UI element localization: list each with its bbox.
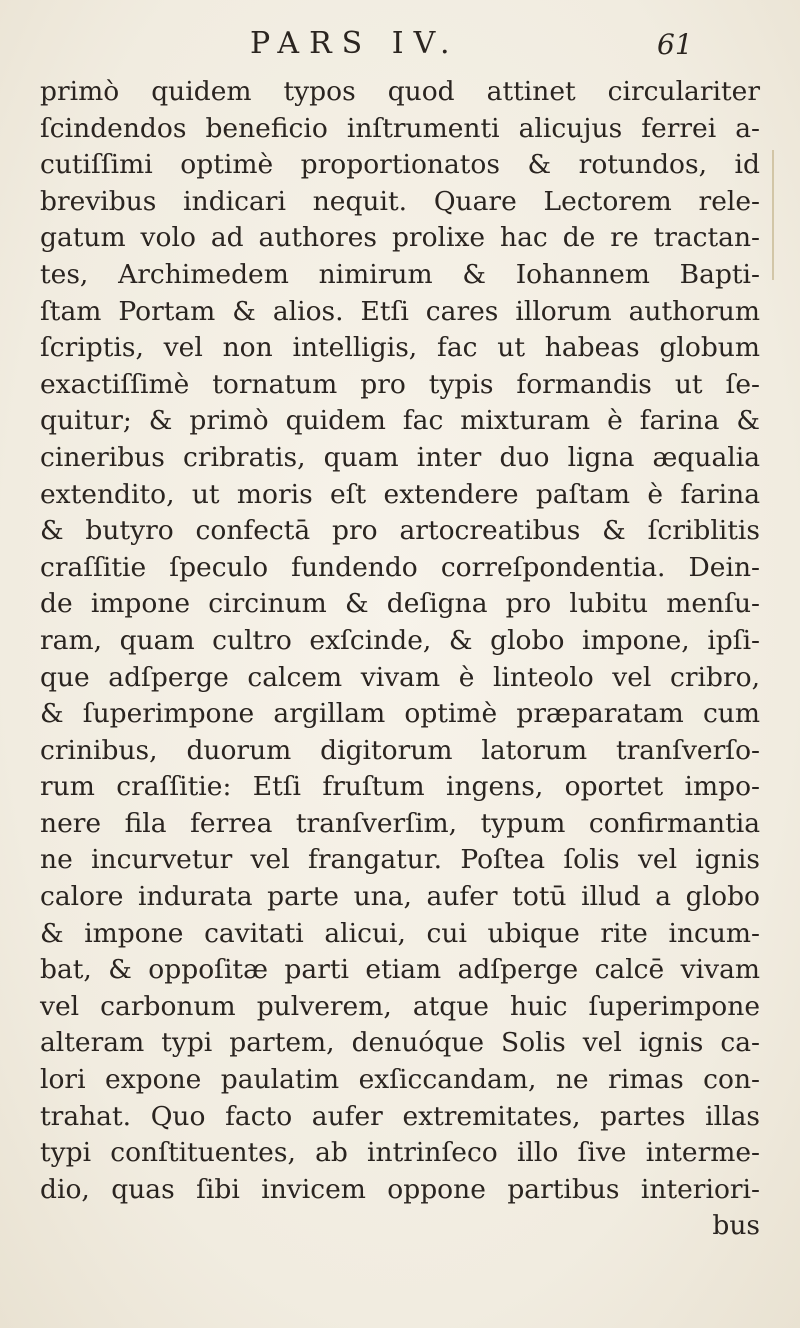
catchword: bus [712, 1210, 760, 1242]
text-line: ſcindendos beneficio inſtrumenti alicujus ferrei a- [40, 112, 760, 144]
text-line: de impone circinum & deſigna pro lubitu menſu- [40, 588, 760, 620]
page-header [0, 18, 800, 70]
text-line: & ſuperimpone argillam optimè præparatam cum [40, 698, 760, 730]
text-line: dio, quas ſibi invicem oppone partibus interiori- [40, 1173, 760, 1205]
text-line: cineribus cribratis, quam inter duo ligna æqualia [40, 441, 760, 473]
text-line: alteram typi partem, denuóque Solis vel ignis ca- [40, 1027, 760, 1059]
text-line: nere fila ferrea tranſverſim, typum confirmantia [40, 807, 760, 839]
text-line: quitur; & primò quidem fac mixturam è farina & [40, 405, 760, 437]
text-line: ſtam Portam & alios. Etſi cares illorum authorum [40, 295, 760, 327]
text-line: ram, quam cultro exſcinde, & globo impone, ipſi- [40, 624, 760, 656]
text-line: calore indurata parte una, aufer totū illud a globo [40, 881, 760, 913]
text-line: & butyro confectā pro artocreatibus & ſcriblitis [40, 515, 760, 547]
text-line: vel carbonum pulverem, atque huic ſuperimpone [40, 990, 760, 1022]
text-line: brevibus indicari nequit. Quare Lectorem rele- [40, 185, 760, 217]
text-line: extendito, ut moris eſt extendere paſtam è farina [40, 478, 760, 510]
text-line: primò quidem typos quod attinet circulariter [40, 76, 760, 107]
text-line: craſſitie ſpeculo fundendo correſpondentia. Dein- [40, 551, 760, 583]
text-line: que adſperge calcem vivam è linteolo vel cribro, [40, 661, 760, 693]
text-line: & impone cavitati alicui, cui ubique rite incum- [40, 917, 760, 949]
text-line: ſcriptis, vel non intelligis, fac ut habeas globum [40, 332, 760, 364]
text-line: gatum volo ad authores prolixe hac de re tractan- [40, 222, 760, 254]
margin-ink-mark [772, 150, 774, 280]
text-line: bat, & oppoſitæ parti etiam adſperge calcē vivam [40, 954, 760, 986]
text-line: rum craſſitie: Etſi fruſtum ingens, oportet impo- [40, 771, 760, 803]
body-text [40, 74, 760, 1245]
text-line: typi conſtituentes, ab intrinſeco illo ſive interme- [40, 1137, 760, 1169]
text-line: tes, Archimedem nimirum & Iohannem Bapti- [40, 258, 760, 290]
page-number: 61 [657, 28, 693, 61]
text-line: trahat. Quo facto aufer extremitates, partes illas [40, 1100, 760, 1132]
text-line: ne incurvetur vel frangatur. Poſtea ſolis vel ignis [40, 844, 760, 876]
text-line: cutiſſimi optimè proportionatos & rotundos, id [40, 149, 760, 181]
running-head: PARS IV. [250, 26, 460, 61]
text-line: exactiſſimè tornatum pro typis formandis ut ſe- [40, 368, 760, 400]
text-line: crinibus, duorum digitorum latorum tranſverſo- [40, 734, 760, 766]
text-line: lori expone paulatim exſiccandam, ne rimas con- [40, 1064, 760, 1096]
